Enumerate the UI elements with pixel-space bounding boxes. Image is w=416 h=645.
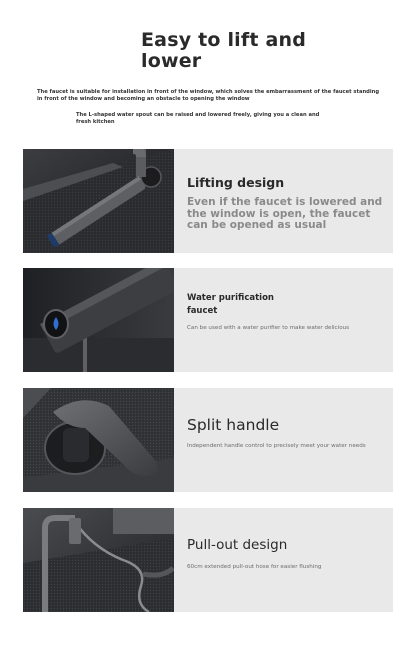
- pull-out-faucet-photo: [23, 508, 174, 612]
- feature-title-line-2: faucet: [187, 306, 218, 316]
- page-title-line-2: lower: [141, 50, 202, 72]
- feature-title: Pull-out design: [187, 537, 288, 553]
- feature-description: Can be used with a water purifier to make water delicious: [187, 325, 350, 331]
- page-title: [141, 30, 341, 72]
- feature-card-pull-out: [23, 508, 393, 612]
- feature-description: Even if the faucet is lowered and the window is open, the faucet can be opened as usual: [187, 196, 383, 231]
- intro-subparagraph: The L-shaped water spout can be raised and lowered freely, giving you a clean and fresh kitchen: [76, 112, 320, 125]
- lifting-faucet-photo: [23, 149, 174, 253]
- page-title-line-1: Easy to lift and: [141, 29, 306, 51]
- feature-description: Independent handle control to precisely meet your water needs: [187, 443, 366, 449]
- feature-card-split-handle: [23, 388, 393, 492]
- intro-paragraph: The faucet is suitable for installation in front of the window, which solves the embarrassment of the faucet standing in front of the window and becoming an obstacle to opening the window: [37, 89, 380, 102]
- feature-text-lifting: [187, 175, 387, 232]
- feature-description: 60cm extended pull-out hose for easier flushing: [187, 564, 322, 570]
- feature-text-purification: [187, 292, 387, 332]
- feature-card-purification: [23, 268, 393, 372]
- split-handle-photo: [23, 388, 174, 492]
- feature-title: Split handle: [187, 416, 280, 434]
- feature-text-split-handle: [187, 416, 387, 450]
- feature-card-lifting: [23, 149, 393, 253]
- purification-faucet-photo: [23, 268, 174, 372]
- feature-text-pull-out: [187, 538, 387, 571]
- feature-title: Lifting design: [187, 175, 285, 190]
- feature-title-line-1: Water purification: [187, 293, 274, 303]
